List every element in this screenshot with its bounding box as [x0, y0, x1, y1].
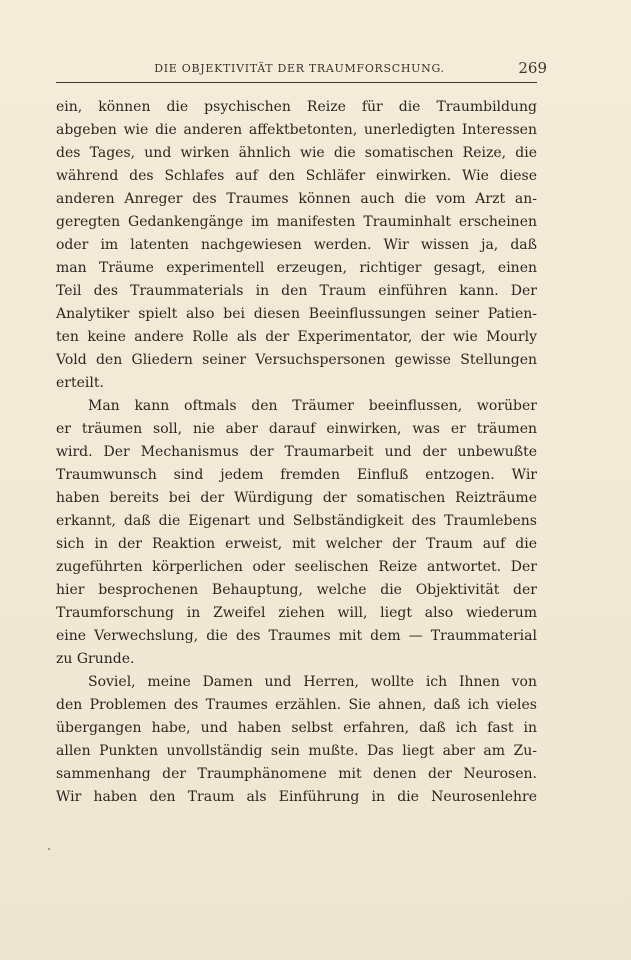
text-line: hier besprochenen Behauptung, welche die Objektivität der [56, 582, 537, 598]
text-line: zu Grunde. [56, 651, 135, 667]
text-line: man Träume experimentell erzeugen, richtiger gesagt, einen [56, 260, 537, 276]
text-line: sich in der Reaktion erweist, mit welcher der Traum auf die [56, 536, 537, 552]
text-line: er träumen soll, nie aber darauf einwirken, was er träumen [56, 421, 537, 437]
text-line: Soviel, meine Damen und Herren, wollte ich Ihnen von [88, 674, 537, 690]
text-line: erkannt, daß die Eigenart und Selbständigkeit des Traumlebens [56, 513, 537, 529]
text-line: übergangen habe, und haben selbst erfahren, daß ich fast in [56, 720, 537, 736]
text-line: sammenhang der Traumphänomene mit denen der Neurosen. [56, 766, 537, 782]
text-line: abgeben wie die anderen affektbetonten, unerledigten Interessen [56, 122, 537, 138]
text-line: den Problemen des Traumes erzählen. Sie ahnen, daß ich vieles [56, 697, 537, 713]
text-line: eine Verwechslung, die des Traumes mit dem — Traummaterial [56, 628, 537, 644]
text-line: Wir haben den Traum als Einführung in die Neurosenlehre [56, 789, 537, 805]
text-line: des Tages, und wirken ähnlich wie die somatischen Reize, die [56, 145, 537, 161]
text-line: haben bereits bei der Würdigung der somatischen Reizträume [56, 490, 537, 506]
paper-speck [48, 848, 50, 850]
text-line: anderen Anreger des Traumes können auch die vom Arzt an- [56, 191, 537, 207]
text-line: wird. Der Mechanismus der Traumarbeit und der unbewußte [56, 444, 537, 460]
text-line: zugeführten körperlichen oder seelischen Reize antwortet. Der [56, 559, 537, 575]
text-line: Traumforschung in Zweifel ziehen will, liegt also wiederum [56, 605, 537, 621]
text-line: Man kann oftmals den Träumer beeinflussen, worüber [88, 398, 537, 414]
text-line: allen Punkten unvollständig sein mußte. Das liegt aber am Zu- [56, 743, 537, 759]
page-header [56, 58, 547, 78]
text-line: Vold den Gliedern seiner Versuchspersonen gewisse Stellungen [56, 352, 537, 368]
text-line: erteilt. [56, 375, 104, 391]
header-rule [56, 82, 537, 83]
paragraph-2 [56, 395, 537, 671]
text-line: ten keine andere Rolle als der Experimentator, der wie Mourly [56, 329, 537, 345]
text-line: Analytiker spielt also bei diesen Beeinflussungen seiner Patien- [56, 306, 537, 322]
paragraph-1 [56, 96, 537, 395]
text-line: geregten Gedankengänge im manifesten Trauminhalt erscheinen [56, 214, 537, 230]
text-line: während des Schlafes auf den Schläfer einwirken. Wie diese [56, 168, 537, 184]
running-title: DIE OBJEKTIVITÄT DER TRAUMFORSCHUNG. [154, 62, 445, 75]
text-line: ein, können die psychischen Reize für die Traumbildung [56, 99, 537, 115]
page-number: 269 [518, 59, 547, 77]
text-line: Traumwunsch sind jedem fremden Einfluß entzogen. Wir [56, 467, 537, 483]
text-line: Teil des Traummaterials in den Traum einführen kann. Der [56, 283, 537, 299]
text-line: oder im latenten nachgewiesen werden. Wir wissen ja, daß [56, 237, 537, 253]
paragraph-3 [56, 671, 537, 809]
body-text [56, 96, 537, 809]
